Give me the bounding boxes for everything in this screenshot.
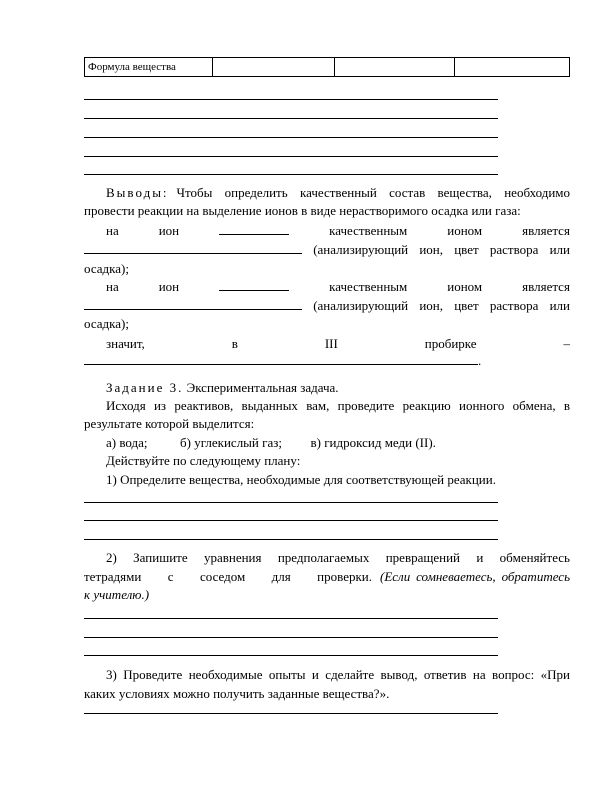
answer-line[interactable] xyxy=(84,137,498,138)
answer-line[interactable] xyxy=(84,655,498,656)
blank-answer[interactable] xyxy=(84,241,302,254)
conclusion-heading: Выводы: xyxy=(106,185,169,200)
fill-row-5: (анализирующий ион, цвет раствора или xyxy=(84,297,570,314)
fill-row-6: осадка); xyxy=(84,316,129,331)
task3-step2-l1: 2) Запишите уравнения предполагаемых превращений и обменяйтесь xyxy=(106,550,570,565)
fill-row-1: на ион качественным ионом является xyxy=(106,223,570,238)
task3-title: Экспериментальная задача. xyxy=(186,380,339,395)
table-cell-1[interactable] xyxy=(213,58,335,76)
fill-row-8: . xyxy=(84,352,570,369)
option-b: б) углекислый газ; xyxy=(180,435,282,450)
table-header-formula: Формула вещества xyxy=(85,58,213,76)
blank-answer[interactable] xyxy=(84,297,302,310)
task3-step2-l2: тетрадями с соседом для проверки. (Если сомневаетесь, обратитесь xyxy=(84,569,570,584)
blank-answer[interactable] xyxy=(84,352,478,365)
task3-step2-l3: к учителю.) xyxy=(84,587,150,602)
fill-row-3: осадка); xyxy=(84,261,129,276)
blank-ion[interactable] xyxy=(219,222,289,235)
task3-step3-l2: каких условиях можно получить заданные вещества?». xyxy=(84,686,390,701)
option-c: в) гидроксид меди (II). xyxy=(310,435,436,450)
fill-row-2: (анализирующий ион, цвет раствора или xyxy=(84,241,570,258)
answer-line[interactable] xyxy=(84,618,498,619)
table-cell-3[interactable] xyxy=(455,58,569,76)
fill-row-4: на ион качественным ионом является xyxy=(106,279,570,294)
answer-line[interactable] xyxy=(84,520,498,521)
conclusion-line-2: провести реакции на выделение ионов в виде нерастворимого осадка или газа: xyxy=(84,203,521,218)
answer-line[interactable] xyxy=(84,99,498,100)
answer-line[interactable] xyxy=(84,713,498,714)
task3-heading-line xyxy=(84,379,592,396)
task3-p1-l1: Исходя из реактивов, выданных вам, проведите реакцию ионного обмена, в xyxy=(106,398,570,413)
conclusion-line-1: Выводы: Чтобы определить качественный состав вещества, необходимо xyxy=(106,185,570,200)
task3-p1-l2: результате которой выделится: xyxy=(84,416,255,431)
table-cell-2[interactable] xyxy=(335,58,455,76)
blank-ion[interactable] xyxy=(219,278,289,291)
option-a: а) вода; xyxy=(106,435,148,450)
task3-step3-l1: 3) Проведите необходимые опыты и сделайте вывод, ответив на вопрос: «При xyxy=(106,667,570,682)
answer-line[interactable] xyxy=(84,539,498,540)
answer-line[interactable] xyxy=(84,637,498,638)
answer-line[interactable] xyxy=(84,174,498,175)
answer-line[interactable] xyxy=(84,502,498,503)
fill-row-7: значит, в III пробирке – xyxy=(106,336,570,351)
task3-options xyxy=(84,434,592,451)
answer-line[interactable] xyxy=(84,156,498,157)
task3-plan: Действуйте по следующему плану: xyxy=(106,453,301,468)
task3-heading: Задание 3. xyxy=(106,380,184,395)
substance-table xyxy=(84,57,570,77)
task3-step1: 1) Определите вещества, необходимые для соответствующей реакции. xyxy=(106,472,496,487)
answer-line[interactable] xyxy=(84,118,498,119)
